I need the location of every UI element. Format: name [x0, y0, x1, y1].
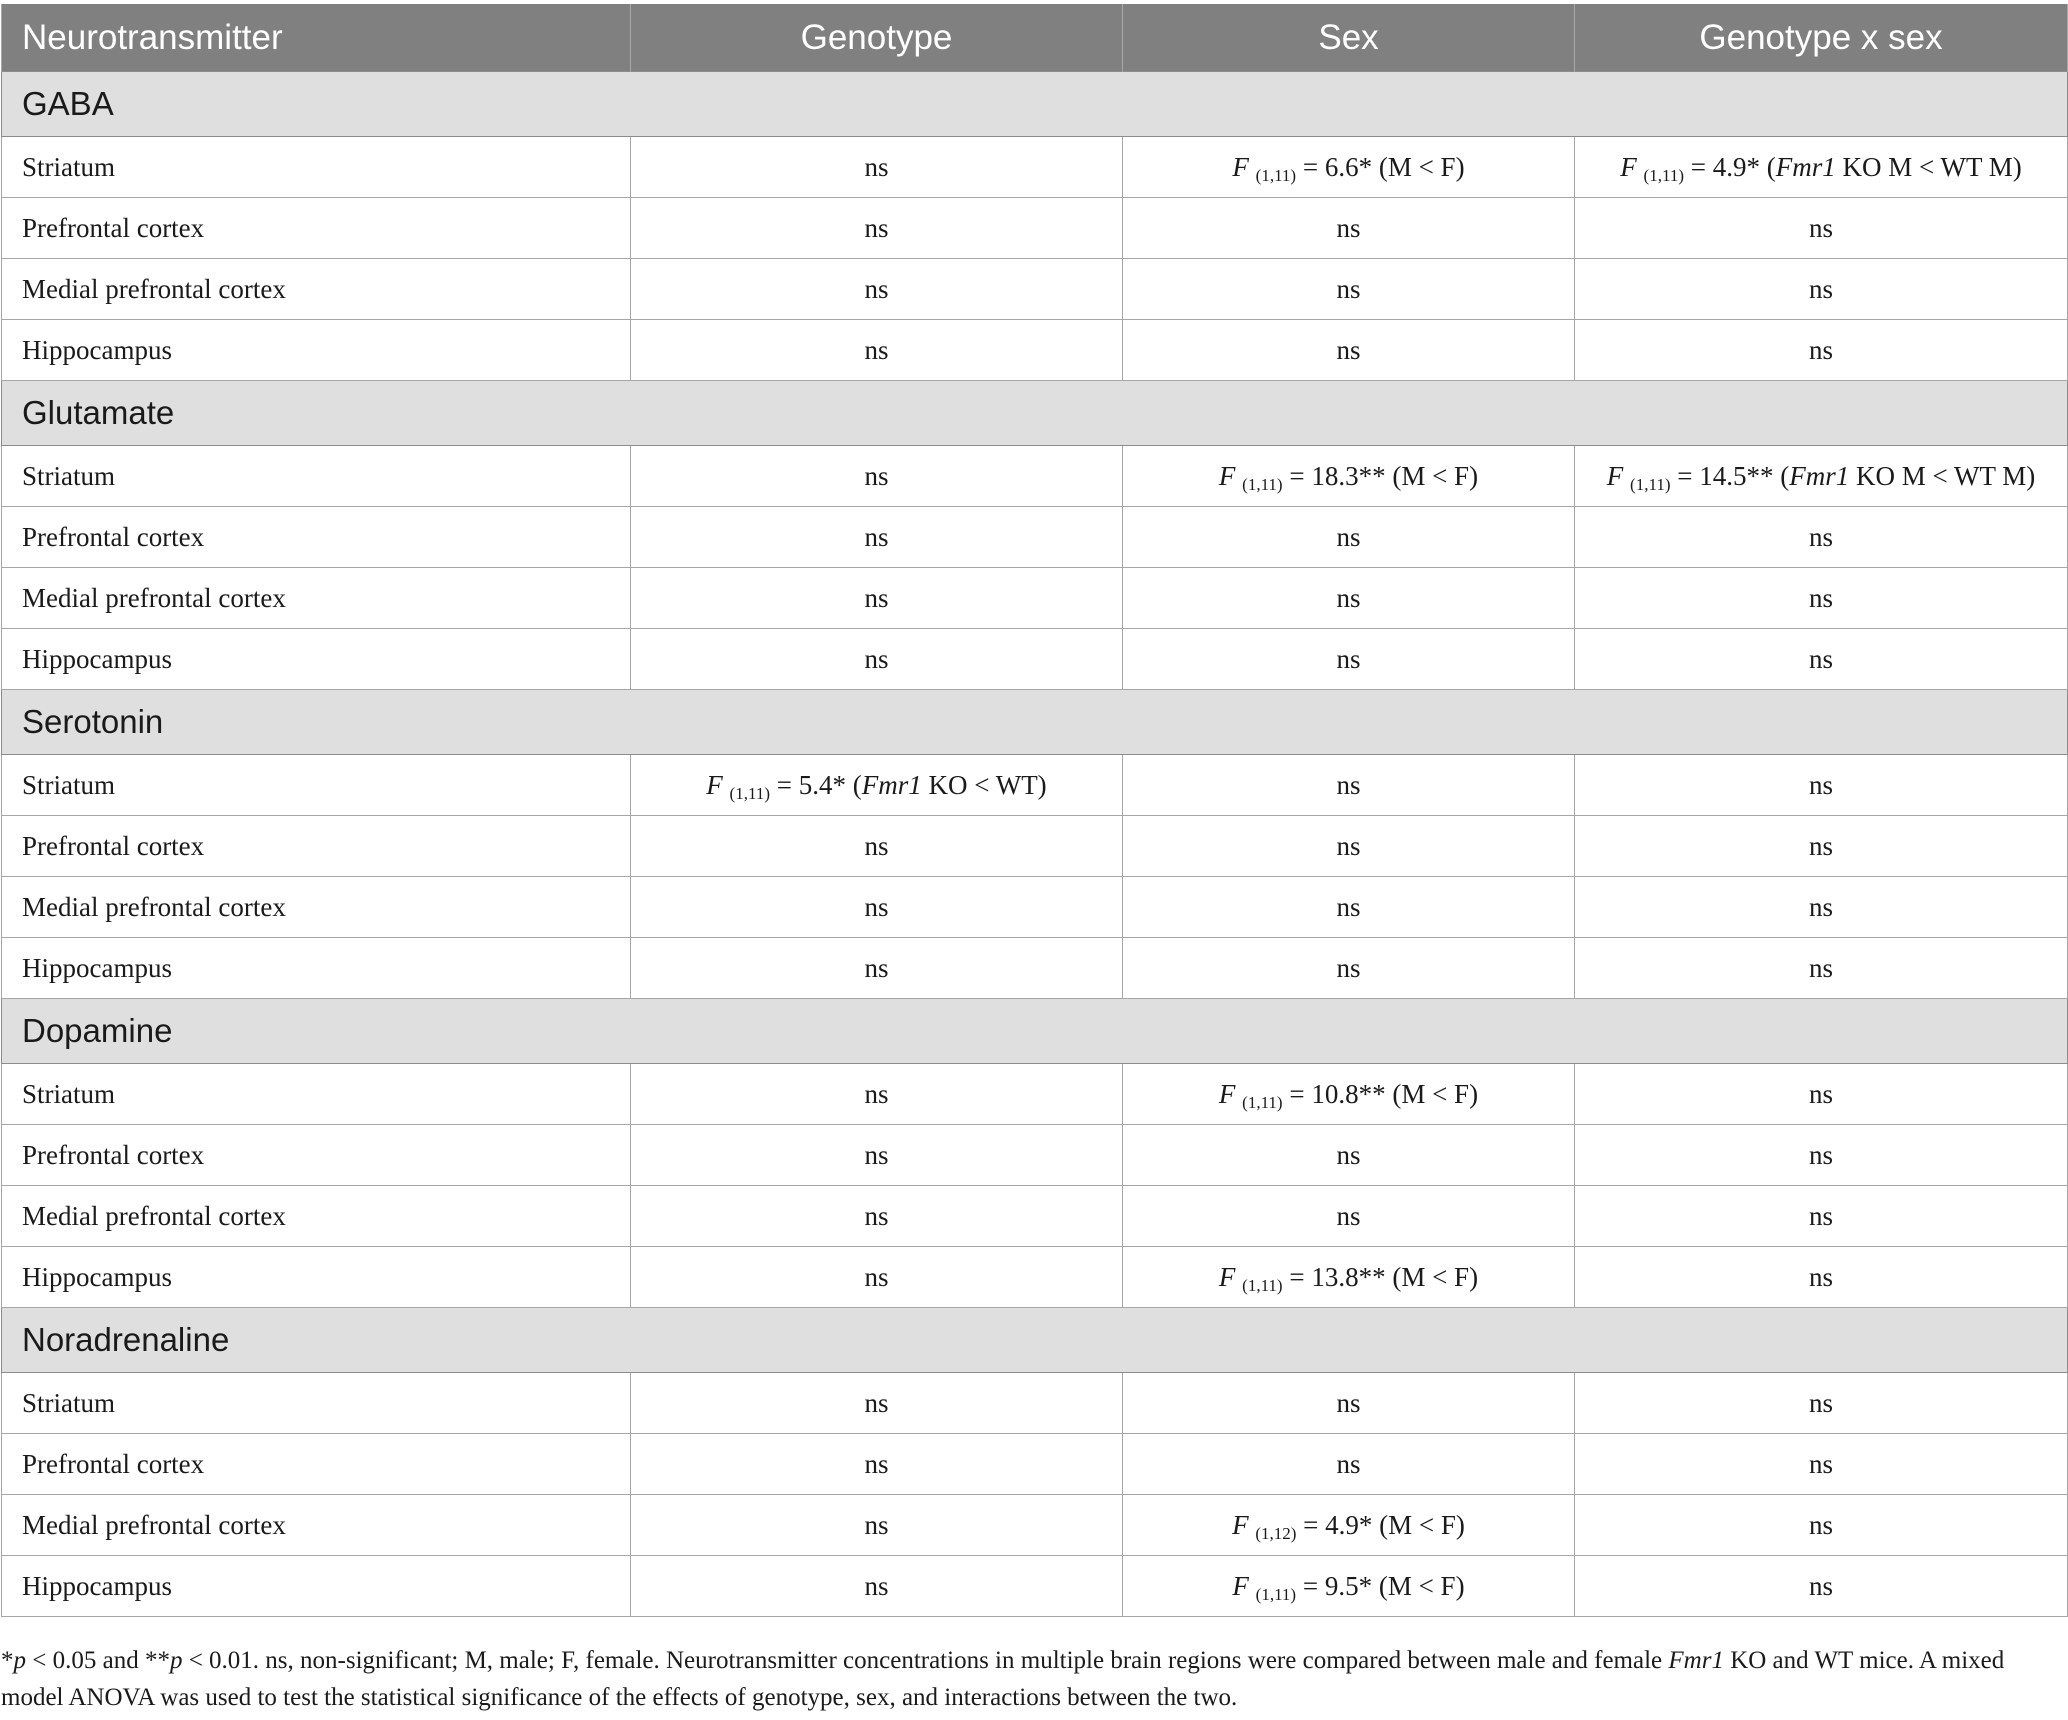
genotype-x-sex-cell: ns	[1575, 938, 2068, 999]
footnote-p1: p	[13, 1647, 26, 1674]
genotype-cell: ns	[631, 259, 1123, 320]
genotype-cell: ns	[631, 629, 1123, 690]
table-footnote	[1, 1642, 2061, 1716]
stat-value: = 4.9* (M < F)	[1296, 1509, 1465, 1540]
stat-value: = 9.5* (M < F)	[1296, 1570, 1465, 1601]
stat-comparison: KO < WT)	[921, 769, 1047, 800]
region-cell: Medial prefrontal cortex	[2, 1495, 631, 1556]
sex-cell: ns	[1123, 1373, 1575, 1434]
genotype-cell: ns	[631, 816, 1123, 877]
group-row	[2, 690, 2068, 755]
sex-cell	[1123, 1495, 1575, 1556]
stat-comparison: KO M < WT M)	[1835, 151, 2022, 182]
genotype-x-sex-cell: ns	[1575, 507, 2068, 568]
header-genotype: Genotype	[631, 4, 1123, 72]
region-cell: Striatum	[2, 137, 631, 198]
gene-name: Fmr1	[861, 769, 922, 800]
degrees-of-freedom: (1,11)	[729, 783, 770, 803]
sex-cell: ns	[1123, 1125, 1575, 1186]
region-cell: Medial prefrontal cortex	[2, 568, 631, 629]
group-label: Dopamine	[2, 999, 2068, 1064]
stat-value: = 4.9* (	[1684, 151, 1776, 182]
table-row	[2, 320, 2068, 381]
sex-cell: ns	[1123, 568, 1575, 629]
genotype-x-sex-cell: ns	[1575, 629, 2068, 690]
genotype-x-sex-cell: ns	[1575, 320, 2068, 381]
region-cell: Medial prefrontal cortex	[2, 1186, 631, 1247]
footnote-fmr1: Fmr1	[1668, 1647, 1724, 1674]
genotype-cell: ns	[631, 1434, 1123, 1495]
genotype-cell: ns	[631, 1556, 1123, 1617]
stat-value: = 6.6* (M < F)	[1296, 151, 1465, 182]
region-cell: Prefrontal cortex	[2, 507, 631, 568]
sex-cell: ns	[1123, 198, 1575, 259]
region-cell: Hippocampus	[2, 938, 631, 999]
sex-cell: ns	[1123, 629, 1575, 690]
stat-letter: F	[1606, 460, 1624, 491]
table-row	[2, 1186, 2068, 1247]
sex-cell: ns	[1123, 938, 1575, 999]
sex-cell: ns	[1123, 1434, 1575, 1495]
header-neurotransmitter: Neurotransmitter	[2, 4, 631, 72]
sex-cell	[1123, 1556, 1575, 1617]
genotype-cell: ns	[631, 1495, 1123, 1556]
genotype-cell: ns	[631, 137, 1123, 198]
table-row	[2, 816, 2068, 877]
sex-cell: ns	[1123, 320, 1575, 381]
stat-letter: F	[1620, 151, 1637, 182]
genotype-x-sex-cell: ns	[1575, 755, 2068, 816]
genotype-x-sex-cell: ns	[1575, 1125, 2068, 1186]
stat-letter: F	[1232, 1509, 1249, 1540]
genotype-x-sex-cell	[1575, 446, 2068, 507]
degrees-of-freedom: (1,11)	[1643, 165, 1684, 185]
degrees-of-freedom: (1,11)	[1242, 1092, 1283, 1112]
region-cell: Hippocampus	[2, 1556, 631, 1617]
results-table	[1, 4, 2068, 1617]
region-cell: Medial prefrontal cortex	[2, 877, 631, 938]
sex-cell	[1123, 137, 1575, 198]
genotype-x-sex-cell	[1575, 137, 2068, 198]
group-row	[2, 999, 2068, 1064]
header-sex: Sex	[1123, 4, 1575, 72]
table-row	[2, 507, 2068, 568]
table-row	[2, 198, 2068, 259]
genotype-cell: ns	[631, 1373, 1123, 1434]
table-row	[2, 938, 2068, 999]
header-row	[2, 4, 2068, 72]
genotype-x-sex-cell: ns	[1575, 1495, 2068, 1556]
genotype-cell: ns	[631, 507, 1123, 568]
genotype-cell: ns	[631, 198, 1123, 259]
header-genotype-x-sex: Genotype x sex	[1575, 4, 2068, 72]
footnote-star: *	[1, 1647, 14, 1674]
table-row	[2, 1064, 2068, 1125]
stat-letter: F	[1232, 151, 1249, 182]
region-cell: Striatum	[2, 755, 631, 816]
table-row	[2, 1373, 2068, 1434]
genotype-x-sex-cell: ns	[1575, 877, 2068, 938]
genotype-x-sex-cell: ns	[1575, 1186, 2068, 1247]
region-cell: Prefrontal cortex	[2, 1434, 631, 1495]
table-row	[2, 877, 2068, 938]
sex-cell	[1123, 446, 1575, 507]
genotype-cell: ns	[631, 568, 1123, 629]
region-cell: Striatum	[2, 446, 631, 507]
genotype-x-sex-cell: ns	[1575, 1373, 2068, 1434]
table-row	[2, 1125, 2068, 1186]
genotype-cell: ns	[631, 320, 1123, 381]
table-body	[2, 72, 2068, 1617]
stat-letter: F	[1218, 1261, 1236, 1292]
genotype-x-sex-cell: ns	[1575, 1064, 2068, 1125]
stat-value: = 10.8** (M < F)	[1282, 1078, 1479, 1109]
genotype-x-sex-cell: ns	[1575, 1434, 2068, 1495]
table-row	[2, 137, 2068, 198]
stat-value: = 5.4* (	[770, 769, 862, 800]
sex-cell	[1123, 1247, 1575, 1308]
gene-name: Fmr1	[1775, 151, 1836, 182]
genotype-x-sex-cell: ns	[1575, 816, 2068, 877]
group-label: Noradrenaline	[2, 1308, 2068, 1373]
sex-cell	[1123, 1064, 1575, 1125]
region-cell: Prefrontal cortex	[2, 816, 631, 877]
stat-comparison: KO M < WT M)	[1849, 460, 2036, 491]
sex-cell: ns	[1123, 1186, 1575, 1247]
group-label: Glutamate	[2, 381, 2068, 446]
stat-letter: F	[1218, 1078, 1236, 1109]
table-row	[2, 1247, 2068, 1308]
degrees-of-freedom: (1,11)	[1255, 1584, 1297, 1604]
sex-cell: ns	[1123, 877, 1575, 938]
genotype-cell	[631, 755, 1123, 816]
table-container	[0, 4, 2068, 1617]
region-cell: Hippocampus	[2, 320, 631, 381]
gene-name: Fmr1	[1789, 460, 1850, 491]
table-row	[2, 1495, 2068, 1556]
table-row	[2, 1434, 2068, 1495]
table-row	[2, 1556, 2068, 1617]
stat-letter: F	[706, 769, 723, 800]
table-row	[2, 629, 2068, 690]
genotype-x-sex-cell: ns	[1575, 198, 2068, 259]
region-cell: Striatum	[2, 1064, 631, 1125]
footnote-p2: p	[169, 1647, 183, 1674]
footnote-text-1: < 0.05 and **	[26, 1647, 170, 1674]
region-cell: Hippocampus	[2, 629, 631, 690]
sex-cell: ns	[1123, 259, 1575, 320]
group-label: GABA	[2, 72, 2068, 137]
degrees-of-freedom: (1,11)	[1242, 474, 1283, 494]
degrees-of-freedom: (1,11)	[1630, 474, 1671, 494]
degrees-of-freedom: (1,11)	[1255, 165, 1297, 185]
region-cell: Medial prefrontal cortex	[2, 259, 631, 320]
group-row	[2, 381, 2068, 446]
genotype-x-sex-cell: ns	[1575, 259, 2068, 320]
stat-value: = 13.8** (M < F)	[1282, 1261, 1479, 1292]
stat-value: = 18.3** (M < F)	[1282, 460, 1479, 491]
table-row	[2, 755, 2068, 816]
region-cell: Hippocampus	[2, 1247, 631, 1308]
genotype-cell: ns	[631, 446, 1123, 507]
genotype-cell: ns	[631, 1247, 1123, 1308]
genotype-x-sex-cell: ns	[1575, 1247, 2068, 1308]
sex-cell: ns	[1123, 816, 1575, 877]
group-row	[2, 72, 2068, 137]
group-row	[2, 1308, 2068, 1373]
footnote-text-2: < 0.01. ns, non-significant; M, male; F, female. Neurotransmitter concentrations in multiple brain regions were compared between male and female	[182, 1647, 1669, 1674]
genotype-cell: ns	[631, 877, 1123, 938]
genotype-cell: ns	[631, 1064, 1123, 1125]
stat-letter: F	[1218, 460, 1236, 491]
genotype-x-sex-cell: ns	[1575, 1556, 2068, 1617]
region-cell: Prefrontal cortex	[2, 1125, 631, 1186]
degrees-of-freedom: (1,12)	[1255, 1523, 1297, 1543]
table-row	[2, 259, 2068, 320]
genotype-x-sex-cell: ns	[1575, 568, 2068, 629]
sex-cell: ns	[1123, 755, 1575, 816]
footnote-text-3: KO and WT mice. A mixed model ANOVA was used to test the statistical significance of the effects of genotype, sex, and interactions between the two.	[1, 1647, 2005, 1711]
degrees-of-freedom: (1,11)	[1242, 1275, 1283, 1295]
region-cell: Striatum	[2, 1373, 631, 1434]
region-cell: Prefrontal cortex	[2, 198, 631, 259]
genotype-cell: ns	[631, 1125, 1123, 1186]
group-label: Serotonin	[2, 690, 2068, 755]
sex-cell: ns	[1123, 507, 1575, 568]
genotype-cell: ns	[631, 1186, 1123, 1247]
genotype-cell: ns	[631, 938, 1123, 999]
table-row	[2, 446, 2068, 507]
stat-letter: F	[1232, 1570, 1249, 1601]
stat-value: = 14.5** (	[1670, 460, 1790, 491]
table-row	[2, 568, 2068, 629]
